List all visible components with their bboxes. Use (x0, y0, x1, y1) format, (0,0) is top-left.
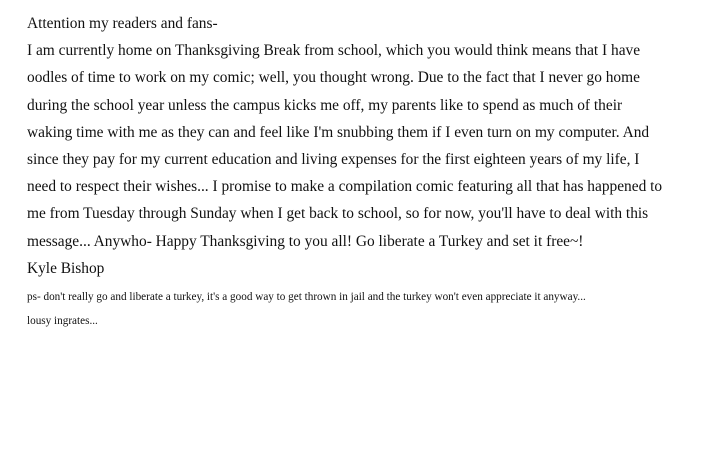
body-line: during the school year unless the campus kicks me off, my parents like to spend as much of their (27, 96, 623, 114)
body-line: me from Tuesday through Sunday when I get back to school, so for now, you'll have to deal with this (27, 205, 649, 223)
postscript-line: ps- don't really go and liberate a turkey, it's a good way to get thrown in jail and the turkey won't even appreciate it anyway... (27, 291, 586, 304)
body-line: waking time with me as they can and feel like I'm snubbing them if I even turn on my computer. And (27, 123, 650, 141)
message-body (27, 37, 717, 255)
body-line: I am currently home on Thanksgiving Break from school, which you would think means that I have (27, 42, 641, 60)
signature: Kyle Bishop (27, 259, 105, 277)
greeting: Attention my readers and fans- (27, 15, 218, 32)
postscript-line: lousy ingrates... (27, 315, 98, 328)
announcement-note (27, 10, 717, 333)
body-line: oodles of time to work on my comic; well, you thought wrong. Due to the fact that I never go home (27, 69, 640, 87)
postscript (27, 285, 717, 333)
body-line: need to respect their wishes... I promise to make a compilation comic featuring all that has happened to (27, 178, 663, 196)
body-line: message... Anywho- Happy Thanksgiving to you all! Go liberate a Turkey and set it free~! (27, 232, 584, 250)
body-line: since they pay for my current education and living expenses for the first eighteen years of my life, I (27, 151, 640, 169)
